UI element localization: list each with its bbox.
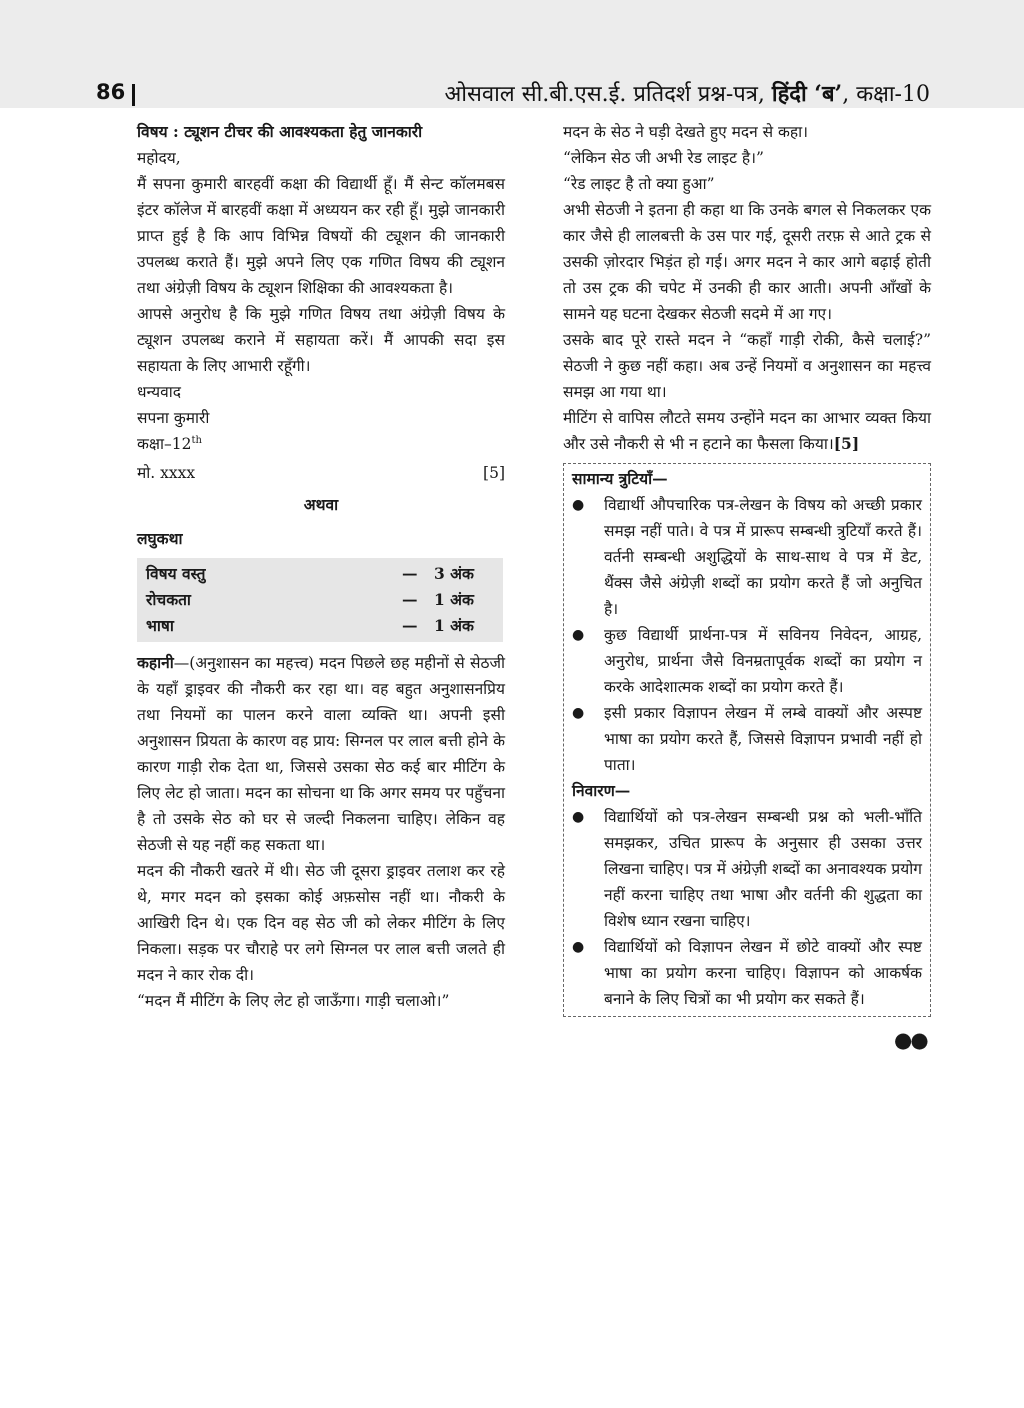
story-para-1: कहानी—(अनुशासन का महत्त्व) मदन पिछले छह महीनों से सेठजी के यहाँ ड्राइवर की नौकरी कर रहा था। वह बहुत अनुशासनप्रिय तथा नियमों का पालन करने वाला व्यक्ति था। अपनी इसी अनुशासन प्रियता के कारण वह प्राय: सिग्नल पर लाल बत्ती होने के कारण गाड़ी रोक देता था, जिससे उसका सेठ कई बार मीटिंग के लिए लेट हो जाता। मदन का सोचना था कि अगर समय पर पहुँचना है तो उसके सेठ को घर से जल्दी निकलना चाहिए। लेकिन वह सेठजी से यह नहीं कह सकता था। xyxy=(137,653,505,854)
right-column xyxy=(563,119,931,1017)
story-para-8: उसके बाद पूरे रास्ते मदन ने “कहाँ गाड़ी रोकी, कैसे चलाई?” सेठजी ने कुछ नहीं कहा। अब उन्हें नियमों व अनुशासन का महत्त्व समझ आ गया था। xyxy=(563,331,931,401)
marks-row: रोचकता — 1 अंक xyxy=(146,590,474,609)
title-bold: हिंदी ‘ब’ xyxy=(771,81,843,107)
title-main: ओसवाल सी.बी.एस.ई. प्रतिदर्श प्रश्न-पत्र, xyxy=(444,82,772,107)
list-item: ● विद्यार्थी औपचारिक पत्र-लेखन के विषय को अच्छी प्रकार समझ नहीं पाते। वे पत्र में प्रारूप सम्बन्धी त्रुटियाँ करते हैं। वर्तनी सम्बन्धी अशुद्धियों के साथ-साथ वे पत्र में डेट, थैंक्स जैसे अंग्रेज़ी शब्दों का प्रयोग करते हैं जो अनुचित है। xyxy=(572,492,922,622)
story-para-9: मीटिंग से वापिस लौटते समय उन्होंने मदन का आभार व्यक्त किया और उसे नौकरी से भी न हटाने का फैसला किया।[5] xyxy=(563,409,931,453)
story-para-2: मदन की नौकरी खतरे में थी। सेठ जी दूसरा ड्राइवर तलाश कर रहे थे, मगर मदन को इसका कोई अफ़सोस नहीं था। नौकरी के आखिरी दिन थे। एक दिन वह सेठ जी को लेकर मीटिंग के लिए निकला। सड़क पर चौराहे पर लगे सिग्नल पर लाल बत्ती जलते ही मदन ने कार रोक दी। xyxy=(137,862,505,984)
question-marks: [5] xyxy=(483,464,505,482)
page-header xyxy=(0,0,1024,108)
marks-row: विषय वस्तु — 3 अंक xyxy=(146,564,474,583)
list-item: ● कुछ विद्यार्थी प्रार्थना-पत्र में सविनय निवेदन, आग्रह, अनुरोध, प्रार्थना जैसे विनम्रतापूर्वक शब्दों का प्रयोग न करके आदेशात्मक शब्दों का प्रयोग करते हैं। xyxy=(572,622,922,700)
story-para-4: मदन के सेठ ने घड़ी देखते हुए मदन से कहा। xyxy=(563,123,809,141)
letter-body-para-2: आपसे अनुरोध है कि मुझे गणित विषय तथा अंग्रेज़ी विषय के ट्यूशन उपलब्ध कराने में सहायता करें। मैं आपकी सदा इस सहायता के लिए आभारी रहूँगी। xyxy=(137,305,505,375)
story-para-6: “रेड लाइट है तो क्या हुआ” xyxy=(563,175,715,193)
laghukatha-heading: लघुकथा xyxy=(137,529,183,548)
letter-name: सपना कुमारी xyxy=(137,409,210,427)
common-errors-box xyxy=(563,463,931,1017)
letter-mobile: मो. xxxx xyxy=(137,464,196,482)
marks-row: भाषा — 1 अंक xyxy=(146,616,474,635)
errors-list xyxy=(572,492,922,778)
header-divider xyxy=(132,84,135,106)
story-label: कहानी xyxy=(137,653,174,672)
letter-subject: विषय : ट्यूशन टीचर की आवश्यकता हेतु जानकारी xyxy=(137,122,423,141)
letter-salutation: महोदय, xyxy=(137,149,181,167)
story-para-7: अभी सेठजी ने इतना ही कहा था कि उनके बगल से निकलकर एक कार जैसे ही लालबत्ती के उस पार गई, दूसरी तरफ़ से आते ट्रक से उसकी ज़ोरदार भिड़ंत हो गई। अगर मदन ने कार आगे बढ़ाई होती तो उस ट्रक की चपेट में उनकी ही कार आती। अपनी आँखों के सामने यह घटना देखकर सेठजी सदमे में आ गए। xyxy=(563,201,931,323)
page-number: 86 xyxy=(96,80,126,104)
list-item: ● इसी प्रकार विज्ञापन लेखन में लम्बे वाक्यों और अस्पष्ट भाषा का प्रयोग करते हैं, जिससे विज्ञापन प्रभावी नहीं हो पाता। xyxy=(572,700,922,778)
letter-class: कक्षा–12th xyxy=(137,434,202,453)
list-item: ● विद्यार्थियों को पत्र-लेखन सम्बन्धी प्रश्न को भली-भाँति समझकर, उचित प्रारूप के अनुसार ही उसका उत्तर लिखना चाहिए। पत्र में अंग्रेज़ी शब्दों का अनावश्यक प्रयोग नहीं करना चाहिए तथा भाषा और वर्तनी की शुद्धता का विशेष ध्यान रखना चाहिए। xyxy=(572,804,922,934)
marks-table xyxy=(137,558,503,642)
letter-signoff xyxy=(137,379,505,486)
story-para-3: “मदन मैं मीटिंग के लिए लेट हो जाऊँगा। गाड़ी चलाओ।” xyxy=(137,992,450,1010)
story-para-5: “लेकिन सेठ जी अभी रेड लाइट है।” xyxy=(563,149,764,167)
page-title xyxy=(445,78,931,108)
end-dots: ●● xyxy=(894,1028,927,1052)
title-tail: , कक्षा-10 xyxy=(842,82,930,107)
list-item: ● विद्यार्थियों को विज्ञापन लेखन में छोटे वाक्यों और स्पष्ट भाषा का प्रयोग करना चाहिए। विज्ञापन को आकर्षक बनाने के लिए चित्रों का भी प्रयोग कर सकते हैं। xyxy=(572,934,922,1012)
remedy-heading: निवारण— xyxy=(572,781,631,800)
remedies-list xyxy=(572,804,922,1012)
left-column xyxy=(137,119,505,1014)
letter-body-para-1: मैं सपना कुमारी बारहवीं कक्षा की विद्यार्थी हूँ। मैं सेन्ट कॉलमबस इंटर कॉलेज में बारहवीं कक्षा में अध्ययन कर रही हूँ। मुझे जानकारी प्राप्त हुई है कि आप विभिन्न विषयों की ट्यूशन की जानकारी उपलब्ध कराते हैं। मुझे अपने लिए एक गणित विषय की ट्यूशन तथा अंग्रेज़ी विषय के ट्यूशन शिक्षिका की आवश्यकता है। xyxy=(137,175,505,297)
letter-thanks: धन्यवाद xyxy=(137,383,181,401)
mobile-row xyxy=(137,460,505,486)
or-heading: अथवा xyxy=(303,495,339,514)
story-marks: [5] xyxy=(833,434,860,453)
errors-heading: सामान्य त्रुटियाँ— xyxy=(572,469,668,488)
